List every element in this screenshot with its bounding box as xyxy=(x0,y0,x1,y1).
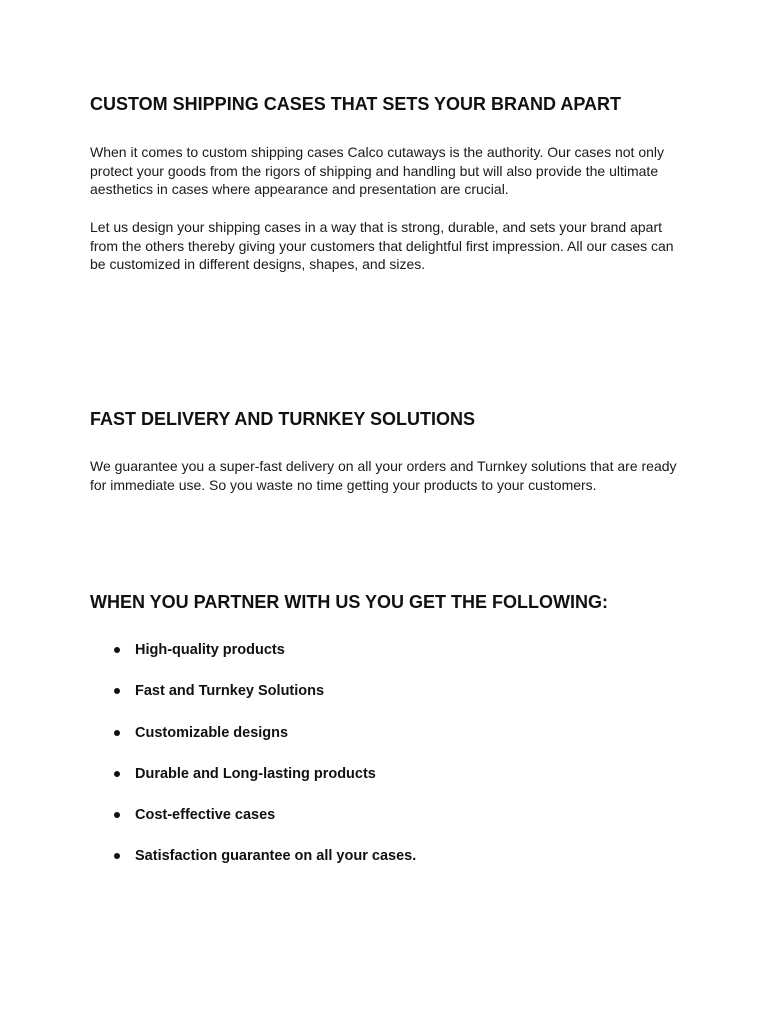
text-line: for immediate use. So you waste no time getting your products to your customers. xyxy=(90,476,597,493)
delivery-paragraph xyxy=(90,457,690,494)
bullet-icon xyxy=(114,771,120,777)
intro-paragraph xyxy=(90,143,690,199)
text-line: When it comes to custom shipping cases Calco cutaways is the authority. Our cases not only xyxy=(90,144,664,160)
list-item-text: Fast and Turnkey Solutions xyxy=(135,683,325,700)
text-line: aesthetics in cases where appearance and presentation are crucial. xyxy=(90,181,509,198)
section-heading-custom-shipping-cases: CUSTOM SHIPPING CASES THAT SETS YOUR BRAND APART xyxy=(90,94,622,114)
text-line: We guarantee you a super-fast delivery on all your orders and Turnkey solutions that are ready xyxy=(90,458,677,474)
section-heading-fast-delivery: FAST DELIVERY AND TURNKEY SOLUTIONS xyxy=(90,409,476,429)
list-item-text: High-quality products xyxy=(135,642,285,658)
bullet-icon xyxy=(114,688,120,694)
design-paragraph xyxy=(90,218,690,274)
list-item-text: Durable and Long-lasting products xyxy=(135,765,376,782)
list-item-text: Cost-effective cases xyxy=(135,807,276,824)
bullet-icon xyxy=(114,647,120,653)
text-line: protect your goods from the rigors of shipping and handling but will also provide the ultimate xyxy=(90,162,659,179)
list-item-text: Customizable designs xyxy=(135,724,289,741)
bullet-icon xyxy=(114,812,120,818)
text-line: from the others thereby giving your customers that delightful first impression. All our cases can xyxy=(90,237,674,254)
list-item-text: Satisfaction guarantee on all your cases. xyxy=(135,848,417,865)
text-line: be customized in different designs, shapes, and sizes. xyxy=(90,256,426,273)
section-heading-partner-benefits: WHEN YOU PARTNER WITH US YOU GET THE FOLLOWING: xyxy=(90,592,608,612)
bullet-icon xyxy=(114,730,120,736)
bullet-icon xyxy=(114,853,120,859)
text-line: Let us design your shipping cases in a way that is strong, durable, and sets your brand apart xyxy=(90,219,663,235)
